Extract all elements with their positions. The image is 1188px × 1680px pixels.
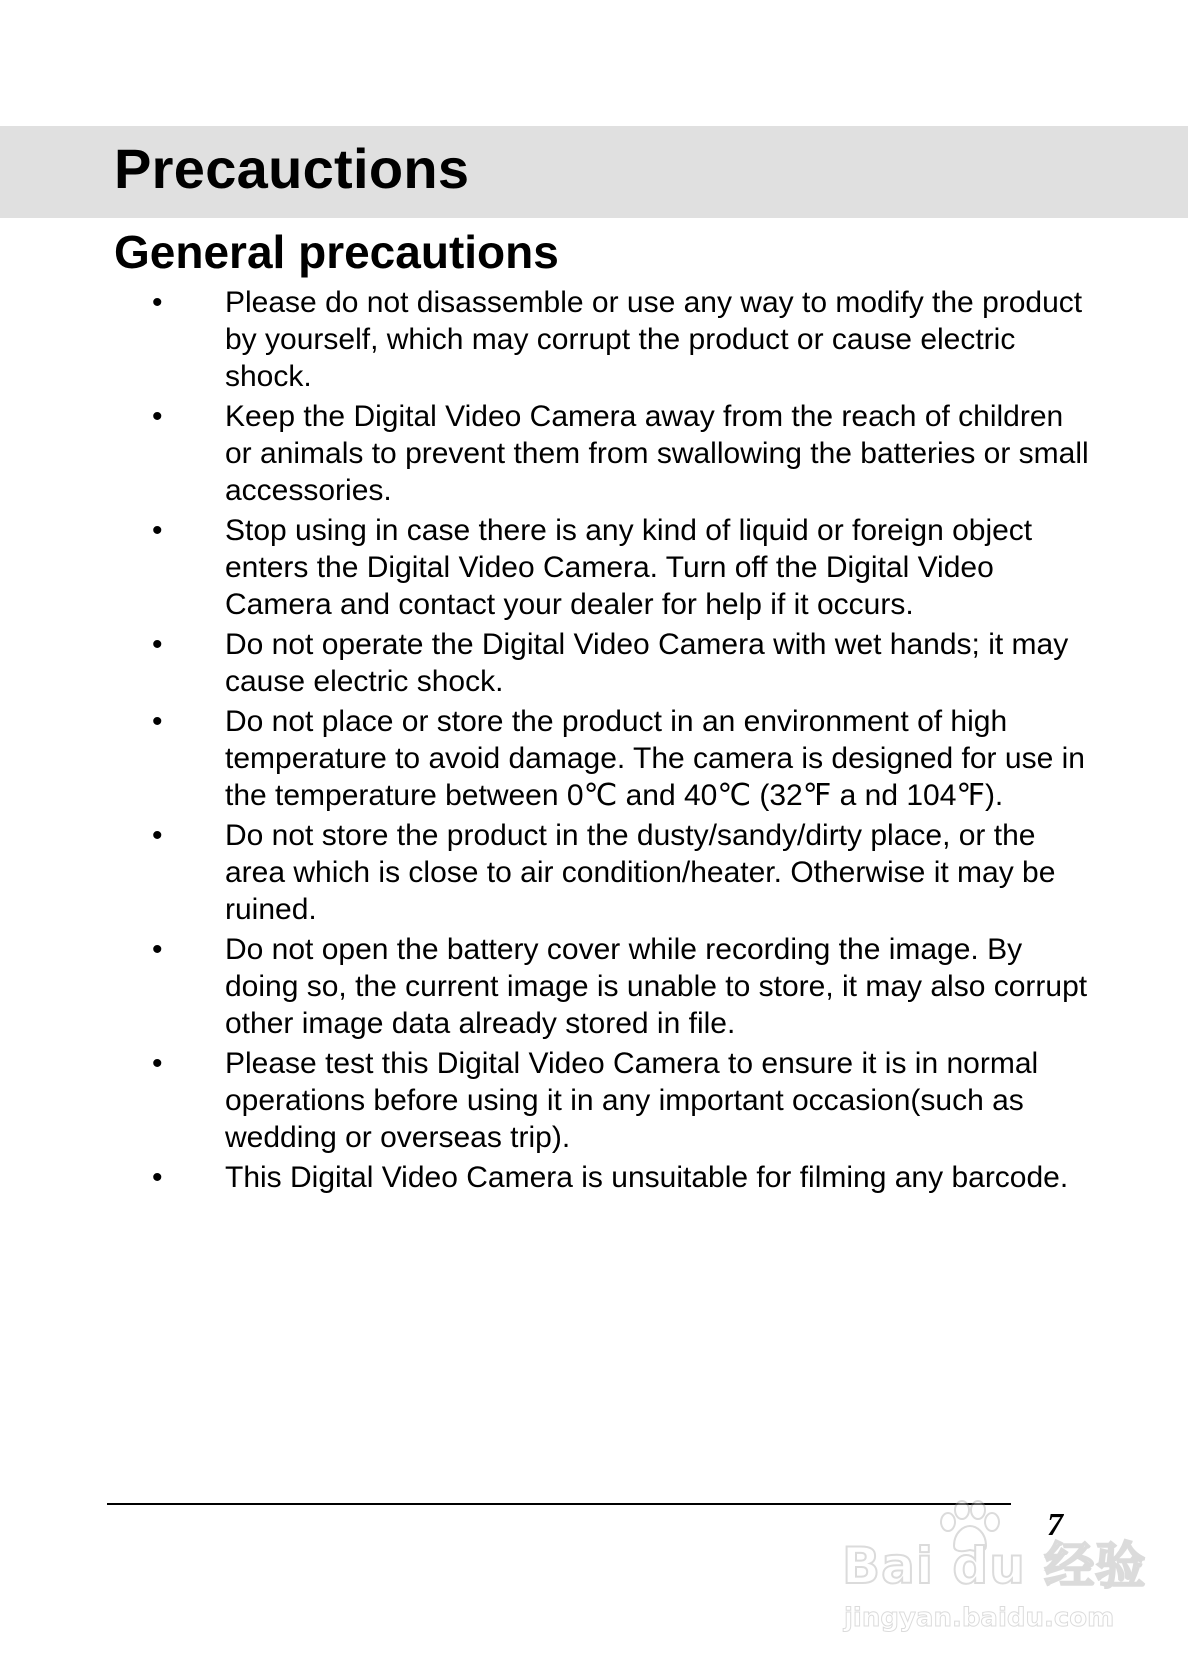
watermark-logo-text: Bai du 经验 <box>842 1537 1147 1595</box>
section-heading: General precautions <box>114 226 559 278</box>
precautions-list <box>0 284 1188 1199</box>
page-number: 7 <box>1047 1506 1063 1542</box>
list-item <box>0 703 1188 814</box>
list-item <box>0 817 1188 928</box>
precaution-text: Please do not disassemble or use any way to modify the product by yourself, which may corrupt the product or cause electric shock. <box>225 286 1083 393</box>
precaution-text: Do not open the battery cover while recording the image. By doing so, the current image is unable to store, it may also corrupt other image data already stored in file. <box>225 933 1088 1040</box>
bullet-icon: • <box>152 400 163 433</box>
precaution-text: This Digital Video Camera is unsuitable for filming any barcode. <box>225 1161 1069 1194</box>
bullet-icon: • <box>152 705 163 738</box>
precaution-text: Do not store the product in the dusty/sandy/dirty place, or the area which is close to air condition/heater. Otherwise it may be ruined. <box>225 819 1056 926</box>
precaution-text: Please test this Digital Video Camera to ensure it is in normal operations before using it in any important occasion(such as wedding or overseas trip). <box>225 1047 1039 1154</box>
bullet-icon: • <box>152 628 163 661</box>
bullet-icon: • <box>152 819 163 852</box>
list-item <box>0 284 1188 395</box>
bullet-icon: • <box>152 1161 163 1194</box>
page-title: Precauctions <box>114 137 470 200</box>
bullet-icon: • <box>152 514 163 547</box>
list-item <box>0 1045 1188 1156</box>
precaution-text: Stop using in case there is any kind of liquid or foreign object enters the Digital Video Camera. Turn off the Digital Video Camera and contact your dealer for help if it occurs. <box>225 514 1033 621</box>
precaution-text: Do not operate the Digital Video Camera with wet hands; it may cause electric shock. <box>225 628 1069 698</box>
bullet-icon: • <box>152 1047 163 1080</box>
list-item <box>0 398 1188 509</box>
baidu-jingyan-watermark <box>842 1500 1147 1640</box>
list-item <box>0 931 1188 1042</box>
bullet-icon: • <box>152 286 163 319</box>
precaution-text: Keep the Digital Video Camera away from the reach of children or animals to prevent them from swallowing the batteries or small accessories. <box>225 400 1089 507</box>
list-item <box>0 512 1188 623</box>
list-item <box>0 626 1188 700</box>
precaution-text: Do not place or store the product in an environment of high temperature to avoid damage. The camera is designed for use in the temperature between 0℃ and 40℃ (32℉ a nd 104℉). <box>225 705 1085 812</box>
list-item <box>0 1159 1188 1196</box>
bullet-icon: • <box>152 933 163 966</box>
watermark-url-text: jingyan.baidu.com <box>844 1603 1115 1633</box>
